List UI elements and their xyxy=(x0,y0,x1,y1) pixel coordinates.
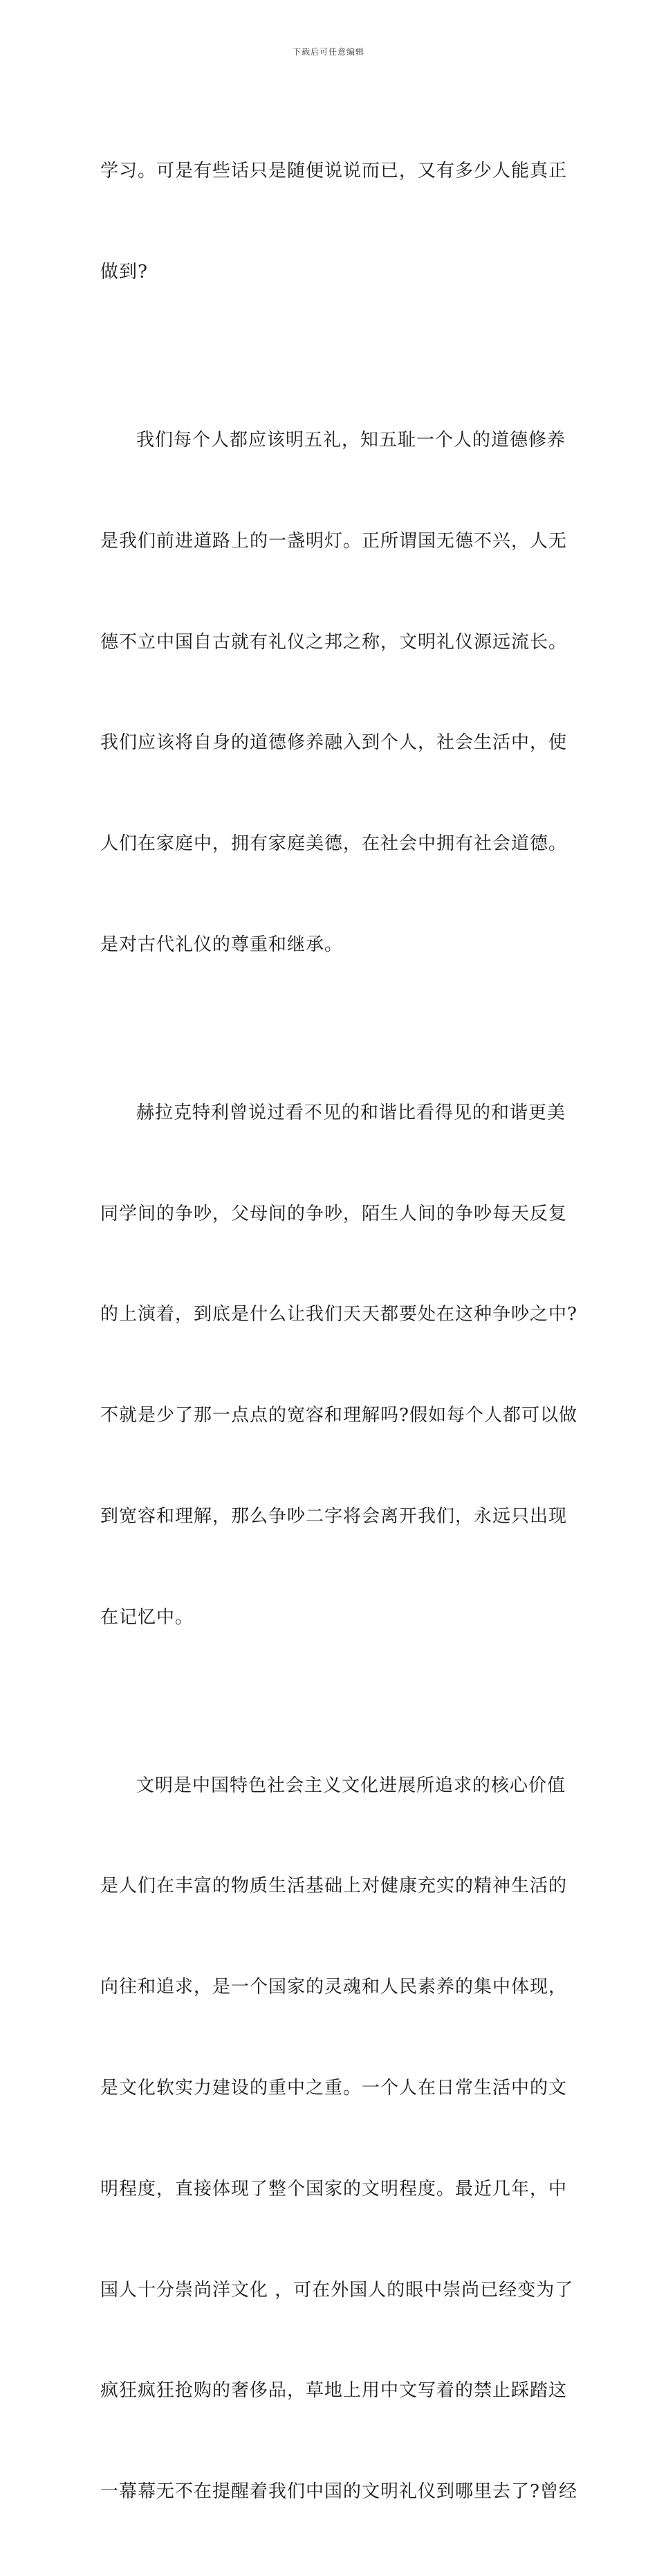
text-line: 明程度，直接体现了整个国家的文明程度。最近几年，中 xyxy=(100,2178,568,2199)
page-header: 下载后可任意编辑 xyxy=(292,47,364,57)
paragraph-3 xyxy=(100,1029,577,1702)
text-line: 我们每个人都应该明五礼，知五耻一个人的道德修养 xyxy=(136,429,566,451)
paragraph-4 xyxy=(100,1702,577,2576)
text-line: 的上演着，到底是什么让我们天天都要处在这种争吵之中? xyxy=(100,1304,577,1325)
text-line: 疯狂疯狂抢购的奢侈品，草地上用中文写着的禁止踩踏这 xyxy=(100,2380,568,2402)
text-line: 德不立中国自古就有礼仪之邦之称，文明礼仪源远流长。 xyxy=(100,631,568,653)
text-line: 是人们在丰富的物质生活基础上对健康充实的精神生活的 xyxy=(100,1876,568,1897)
text-line: 是文化软实力建设的重中之重。一个人在日常生活中的文 xyxy=(100,2078,568,2099)
text-line: 做到? xyxy=(100,261,148,282)
text-line: 我们应该将自身的道德修养融入到个人，社会生活中，使 xyxy=(100,732,568,754)
text-line: 人们在家庭中，拥有家庭美德，在社会中拥有社会道德。 xyxy=(100,833,568,855)
document-body xyxy=(100,87,577,2576)
text-line: 到宽容和理解，那么争吵二字将会离开我们，永远只出现 xyxy=(100,1505,568,1527)
text-line: 不就是少了那一点点的宽容和理解吗?假如每个人都可以做 xyxy=(100,1405,577,1426)
text-line: 在记忆中。 xyxy=(100,1606,194,1628)
text-line: 国人十分崇尚洋文化 ，可在外国人的眼中崇尚已经变为了 xyxy=(100,2279,574,2301)
text-line: 是对古代礼仪的尊重和继承。 xyxy=(100,934,344,955)
text-line: 赫拉克特利曾说过看不见的和谐比看得见的和谐更美 xyxy=(136,1102,566,1123)
text-line: 文明是中国特色社会主义文化进展所追求的核心价值 xyxy=(136,1775,566,1796)
text-line: 学习。可是有些话只是随便说说而已，又有多少人能真正 xyxy=(100,161,568,182)
paragraph-2 xyxy=(100,356,568,1029)
paragraph-1 xyxy=(100,87,568,356)
text-line: 一幕幕无不在提醒着我们中国的文明礼仪到哪里去了?曾经 xyxy=(100,2481,577,2503)
text-line: 是我们前进道路上的一盏明灯。正所谓国无德不兴，人无 xyxy=(100,530,568,552)
text-line: 向往和追求，是一个国家的灵魂和人民素养的集中体现， xyxy=(100,1977,568,1998)
text-line: 同学间的争吵，父母间的争吵，陌生人间的争吵每天反复 xyxy=(100,1203,568,1224)
